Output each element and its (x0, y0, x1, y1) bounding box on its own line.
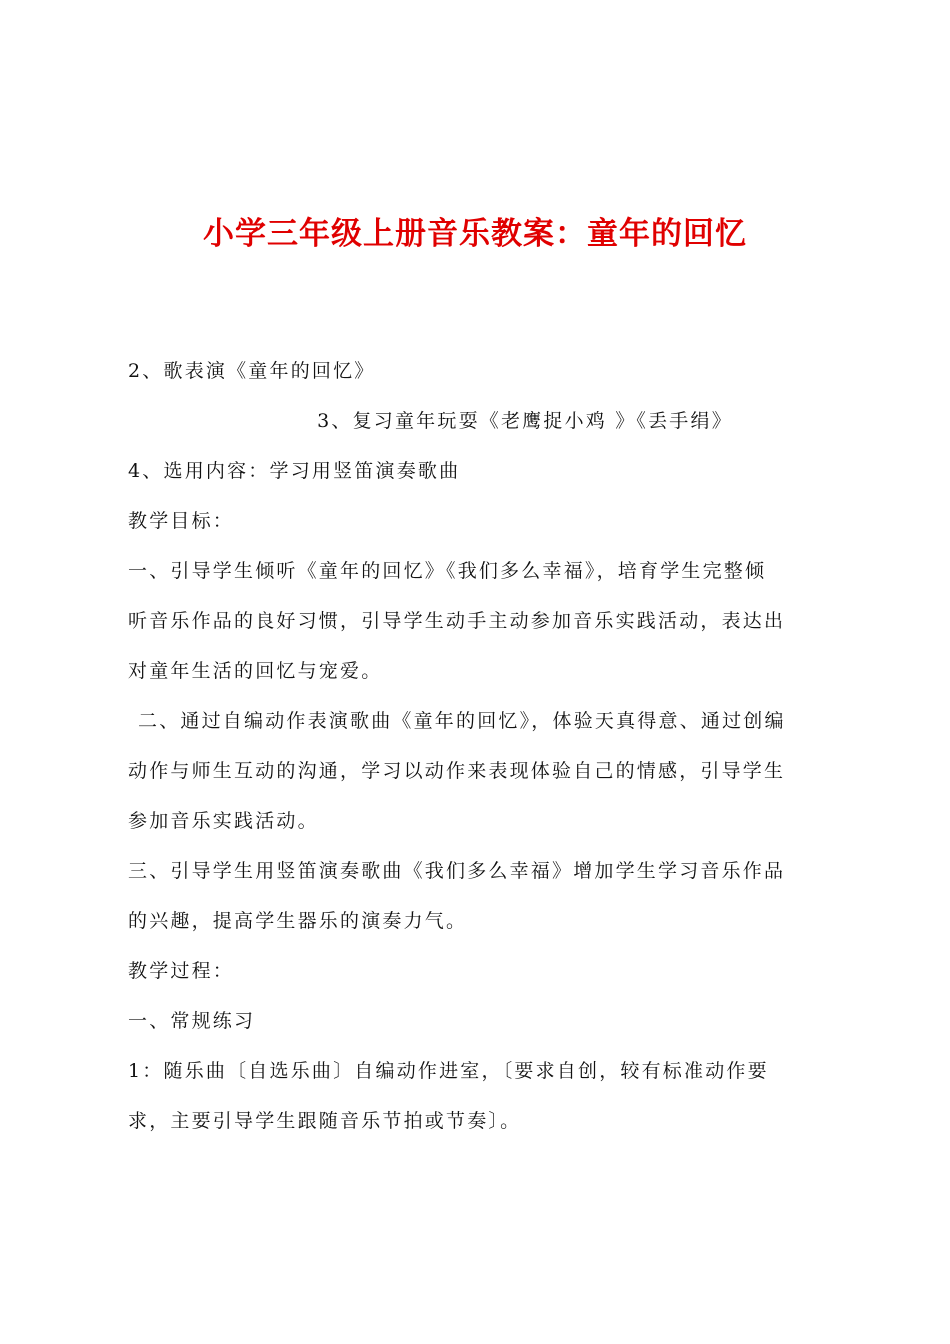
text-line: 1：随乐曲〔自选乐曲〕自编动作进室，〔要求自创，较有标准动作要 (128, 1060, 769, 1082)
text-line: 教学过程： (128, 960, 235, 982)
document-title: 小学三年级上册音乐教案：童年的回忆 (203, 216, 747, 252)
text-line: 2、歌表演《童年的回忆》 (128, 360, 376, 382)
text-line: 听音乐作品的良好习惯，引导学生动手主动参加音乐实践活动，表达出 (128, 610, 786, 632)
text-line: 动作与师生互动的沟通，学习以动作来表现体验自己的情感，引导学生 (128, 760, 786, 782)
text-line: 的兴趣，提高学生器乐的演奏力气。 (128, 910, 468, 932)
text-line: 参加音乐实践活动。 (128, 810, 319, 832)
text-line: 教学目标： (128, 510, 235, 532)
text-line: 求，主要引导学生跟随音乐节拍或节奏〕。 (128, 1110, 522, 1132)
text-line: 一、引导学生倾听《童年的回忆》《我们多么幸福》，培育学生完整倾 (128, 560, 767, 582)
text-line: 3、复习童年玩耍《老鹰捉小鸡 》《丢手绢》 (317, 410, 733, 432)
text-line: 三、引导学生用竖笛演奏歌曲《我们多么幸福》增加学生学习音乐作品 (128, 860, 786, 882)
document-body (128, 346, 830, 1146)
text-line: 4、选用内容：学习用竖笛演奏歌曲 (128, 460, 461, 482)
text-line: 一、常规练习 (128, 1010, 256, 1032)
text-line: 对童年生活的回忆与宠爱。 (128, 660, 383, 682)
text-line: 二、通过自编动作表演歌曲《童年的回忆》，体验天真得意、通过创编 (138, 710, 786, 732)
